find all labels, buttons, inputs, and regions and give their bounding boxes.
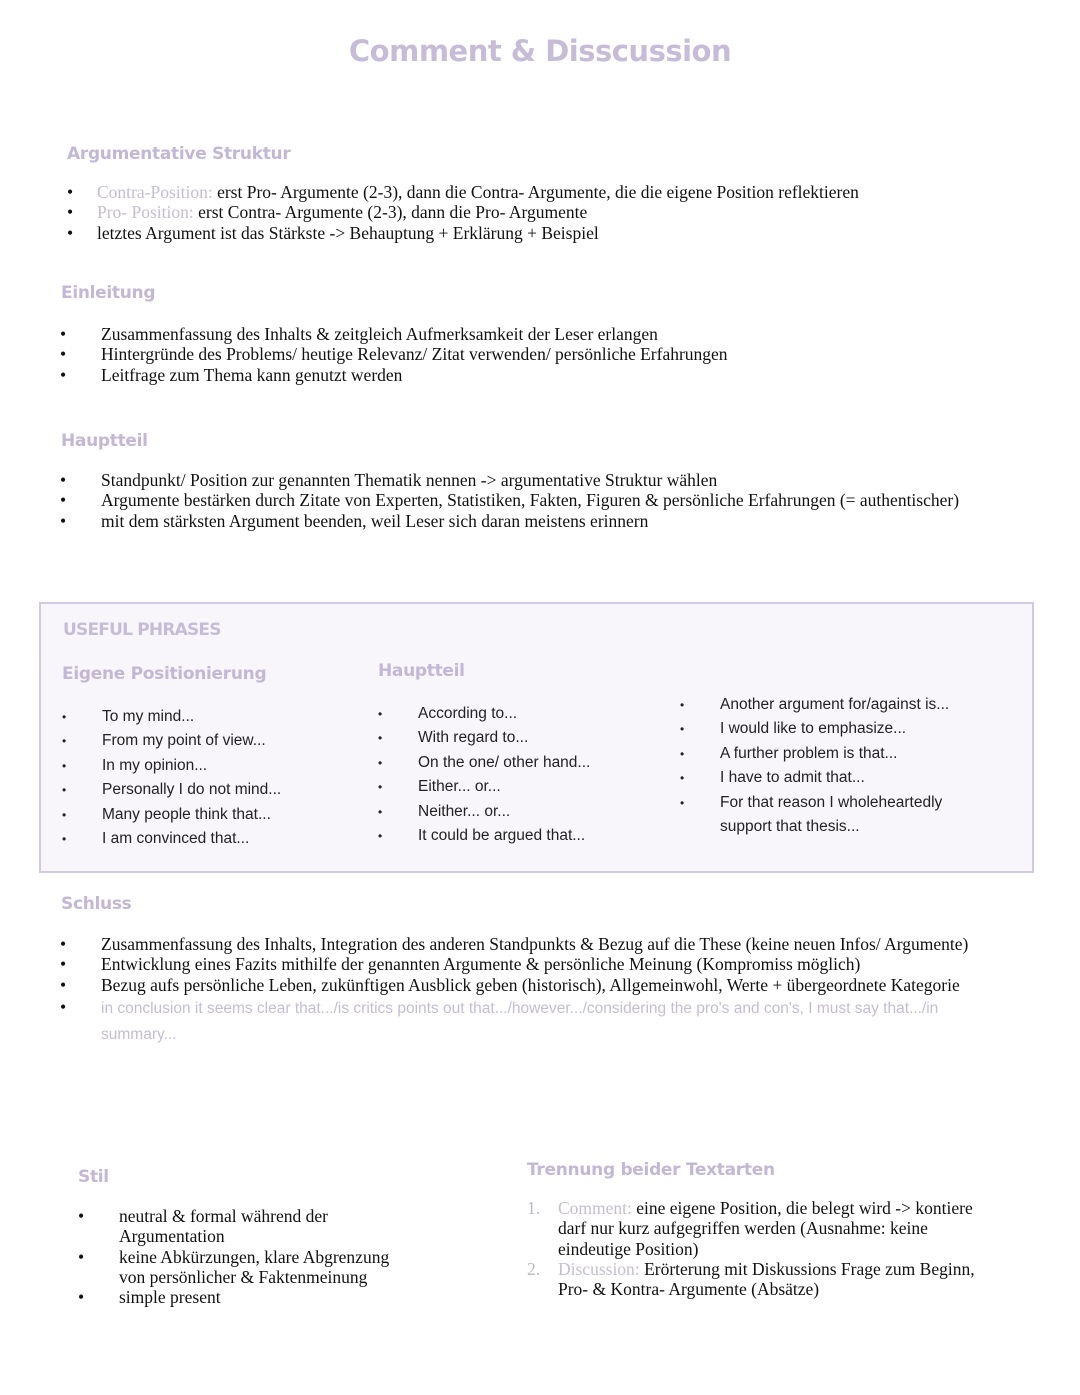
eigene-positionierung-heading: Eigene Positionierung [62,664,267,684]
list-item: • It could be argued that... [378,824,668,848]
list-item: • letztes Argument ist das Stärkste -> Behauptung + Erklärung + Beispiel [67,223,1027,243]
hauptteil-heading: Hauptteil [61,431,148,451]
list-item: • Argumente bestärken durch Zitate von Experten, Statistiken, Fakten, Figuren & persönliche Erfahrungen (= authentischer) [60,490,990,510]
list-item: 1. Comment: eine eigene Position, die belegt wird -> kontiere darf nur kurz aufgegriffen werden (Ausnahme: keine eindeutige Position) [527,1198,973,1259]
list-item: • Another argument for/against is... [680,693,980,717]
list-item: • Entwicklung eines Fazits mithilfe der genannten Argumente & persönliche Meinung (Kompromiss möglich) [60,954,995,974]
list-item: • Bezug aufs persönliche Leben, zukünftigen Ausblick geben (historisch), Allgemeinwohl, Werte + übergeordnete Kategorie [60,975,995,995]
trennung-list [527,1198,997,1299]
list-item: • I have to admit that... [680,766,980,790]
list-item: • Zusammenfassung des Inhalts & zeitgleich Aufmerksamkeit der Leser erlangen [60,324,990,344]
phrases-col3-list [680,693,980,839]
list-item: • Either... or... [378,775,668,799]
list-item: • I would like to emphasize... [680,717,980,741]
list-item: • With regard to... [378,726,668,750]
list-item: • simple present [78,1287,418,1307]
trennung-heading: Trennung beider Textarten [527,1160,775,1180]
list-item: • Hintergründe des Problems/ heutige Relevanz/ Zitat verwenden/ persönliche Erfahrungen [60,344,990,364]
list-item: • in conclusion it seems clear that.../is critics points out that.../however.../considering the pro's and con's, I must say that.../in summary... [60,995,995,1047]
einleitung-list [60,324,990,385]
useful-phrases-title: USEFUL PHRASES [63,620,221,640]
list-item: • Personally I do not mind... [62,778,362,802]
list-item: • Zusammenfassung des Inhalts, Integration des anderen Standpunkts & Bezug auf die These (keine neuen Infos/ Argumente) [60,934,995,954]
page-title: Comment & Disscussion [348,34,732,68]
useful-phrases-box [39,602,1034,873]
stil-heading: Stil [78,1167,109,1187]
list-item: • A further problem is that... [680,742,980,766]
list-item: • neutral & formal während der Argumentation [78,1206,418,1247]
list-item: • On the one/ other hand... [378,751,668,775]
list-item: • Neither... or... [378,800,668,824]
list-item: • For that reason I wholeheartedly support that thesis... [680,791,980,840]
list-item: • To my mind... [62,705,362,729]
list-item: • Pro- Position: erst Contra- Argumente (2-3), dann die Pro- Argumente [67,202,1027,222]
list-item: • Many people think that... [62,803,362,827]
list-item: • Standpunkt/ Position zur genannten Thematik nennen -> argumentative Struktur wählen [60,470,990,490]
list-item: • mit dem stärksten Argument beenden, weil Leser sich daran meistens erinnern [60,511,990,531]
list-item: • Leitfrage zum Thema kann genutzt werden [60,365,990,385]
list-item: • keine Abkürzungen, klare Abgrenzung von persönlicher & Faktenmeinung [78,1247,418,1288]
phrases-col1-list [62,705,362,851]
schluss-list [60,934,995,1047]
list-item: • From my point of view... [62,729,362,753]
list-item: • In my opinion... [62,754,362,778]
list-item: • I am convinced that... [62,827,362,851]
argumentative-list [67,182,1027,243]
phrases-hauptteil-heading: Hauptteil [378,661,465,681]
hauptteil-list [60,470,990,531]
phrases-col2-list [378,702,668,848]
stil-list [78,1206,418,1307]
list-item: • According to... [378,702,668,726]
list-item: 2. Discussion: Erörterung mit Diskussions Frage zum Beginn, Pro- & Kontra- Argumente (Absätze) [527,1258,975,1300]
einleitung-heading: Einleitung [61,283,156,303]
list-item: • Contra-Position: erst Pro- Argumente (2-3), dann die Contra- Argumente, die die eigene Position reflektieren [67,182,1027,202]
argumentative-heading: Argumentative Struktur [67,144,291,164]
schluss-heading: Schluss [61,894,132,914]
